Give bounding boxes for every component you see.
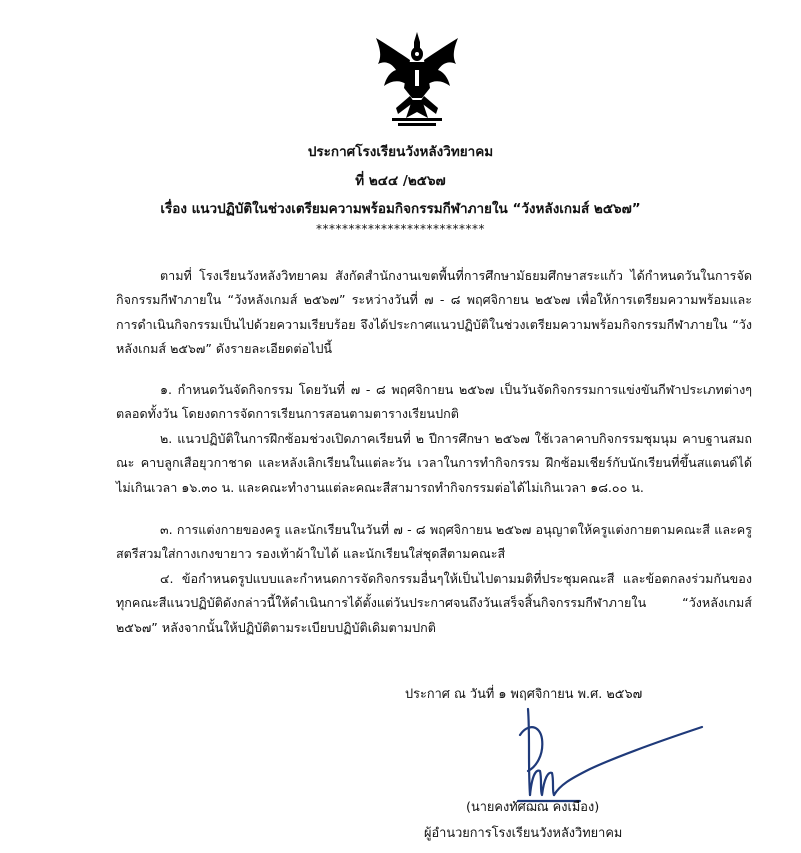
intro-paragraph: ตามที่ โรงเรียนวังหลังวิทยาคม สังกัดสำนักงานเขตพื้นที่การศึกษามัธยมศึกษาสระแก้ว ได้กำหนดวันในการจัดกิจกรรมกีฬาภายใน “วังหลังเกมส์ ๒๕๖๗” ระหว่างวันที่ ๗ - ๘ พฤศจิกายน ๒๕๖๗ เพื่อให้การเตรียมความพร้อมและการดำเนินกิจกรรมเป็นไปด้วยความเรียบร้อย จึงได้ประกาศแนวปฏิบัติในช่วงเตรียมความพร้อมกิจกรรมกีฬาภายใน “วังหลังเกมส์ ๒๕๖๗” ดังรายละเอียดต่อไปนี้ (116, 268, 752, 357)
item-1-paragraph: ๑. กำหนดวันจัดกิจกรรม โดยวันที่ ๗ - ๘ พฤศจิกายน ๒๕๖๗ เป็นวันจัดกิจกรรมการแข่งขันกีฬาประเภทต่างๆ ตลอดทั้งวัน โดยงดการจัดการเรียนการสอนตามตารางเรียนปกติ (116, 382, 752, 422)
page-title: ประกาศโรงเรียนวังหลังวิทยาคม (307, 144, 494, 160)
garuda-emblem-icon (372, 30, 462, 130)
item-3-paragraph: ๓. การแต่งกายของครู และนักเรียนในวันที่ ๗ - ๘ พฤศจิกายน ๒๕๖๗ อนุญาตให้ครูแต่งกายตามคณะสี และครูสตรีสวมใส่กางเกงขายาว รองเท้าผ้าใบได้ และนักเรียนใส่ชุดสีตามคณะสี (116, 522, 752, 562)
subject-line: เรื่อง แนวปฏิบัติในช่วงเตรียมความพร้อมกิจกรรมกีฬาภายใน “วังหลังเกมส์ ๒๕๖๗” (160, 201, 641, 217)
item-4-paragraph: ๔. ข้อกำหนดรูปแบบและกำหนดการจัดกิจกรรมอื่นๆให้เป็นไปตามมติที่ประชุมคณะสี และข้อตกลงร่วมกันของทุกคณะสีแนวปฏิบัติดังกล่าวนี้ให้ดำเนินการได้ตั้งแต่วันประกาศจนถึงวันเสร็จสิ้นกิจกรรมกีฬาภายใน “วังหลังเกมส์ ๒๕๖๗” หลังจากนั้นให้ปฏิบัติตามระเบียบปฏิบัติเดิมตามปกติ (116, 571, 752, 635)
announcement-date: ประกาศ ณ วันที่ ๑ พฤศจิกายน พ.ศ. ๒๕๖๗ (405, 687, 643, 702)
signer-name: (นายคงทัศฌณ คงเมือง) (466, 800, 600, 815)
item-2-paragraph: ๒. แนวปฏิบัติในการฝึกซ้อมช่วงเปิดภาคเรียนที่ ๒ ปีการศึกษา ๒๕๖๗ ใช้เวลาคาบกิจกรรมชุมนุม คาบฐานสมถณะ คาบลูกเสือยุวกาชาด และหลังเลิกเรียนในแต่ละวัน เวลาในการทำกิจกรรม ฝึกซ้อมเชียร์กับนักเรียนที่ขึ้นสแตนด์ได้ไม่เกินเวลา ๑๖.๓๐ น. และคณะทำงานแต่ละคณะสีสามารถทำกิจกรรมต่อได้ไม่เกินเวลา ๑๘.๐๐ น. (116, 431, 752, 495)
document-number: ที่ ๒๔๔ /๒๕๖๗ (355, 173, 446, 189)
separator-line: ************************** (316, 222, 485, 236)
signer-title: ผู้อำนวยการโรงเรียนวังหลังวิทยาคม (424, 826, 623, 841)
